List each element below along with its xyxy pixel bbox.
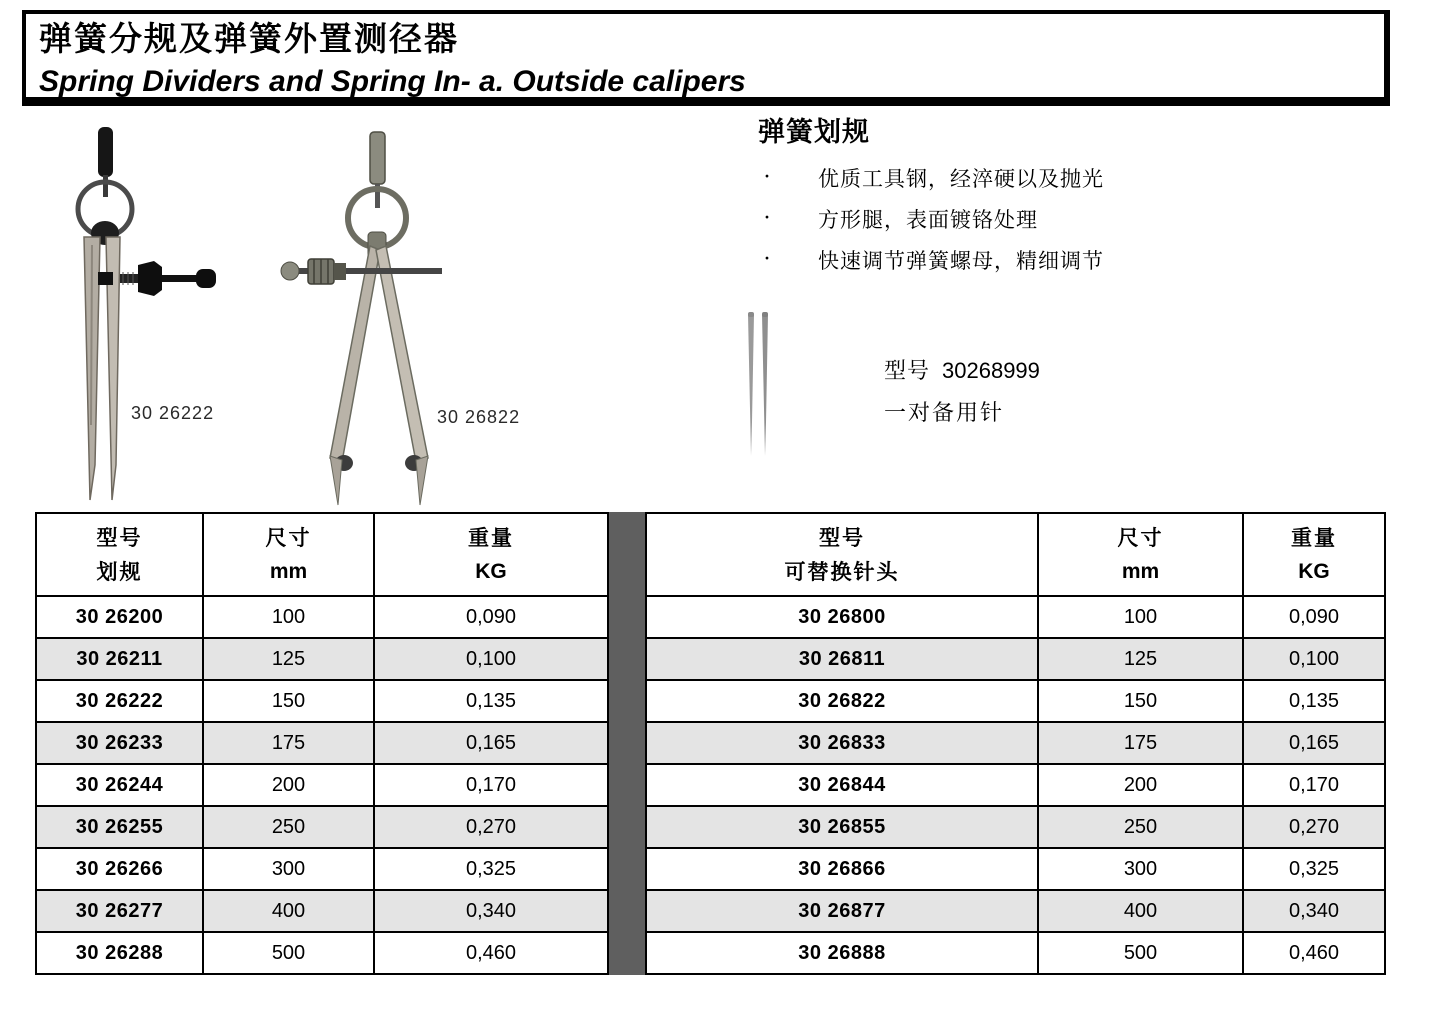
spare-needle-model-line xyxy=(884,354,1040,385)
spare-needle-note: 一对备用针 xyxy=(884,400,1005,425)
model-label: 型号 xyxy=(884,358,931,383)
spec-tables xyxy=(35,512,1386,975)
model-cell: 30 26266 xyxy=(36,848,203,890)
weight-cell: 0,135 xyxy=(1243,680,1385,722)
table-row xyxy=(36,680,608,722)
column-header-model: 型号 划规 xyxy=(36,513,203,596)
model-cell: 30 26244 xyxy=(36,764,203,806)
table-row xyxy=(36,638,608,680)
model-cell: 30 26833 xyxy=(646,722,1038,764)
model-cell: 30 26844 xyxy=(646,764,1038,806)
weight-cell: 0,340 xyxy=(1243,890,1385,932)
spare-needles-image xyxy=(741,310,777,460)
table-row xyxy=(646,890,1385,932)
size-cell: 500 xyxy=(1038,932,1243,974)
page-title-chinese: 弹簧分规及弹簧外置测径器 xyxy=(39,22,459,58)
table-row xyxy=(646,764,1385,806)
feature-item xyxy=(758,164,1418,192)
model-cell: 30 26288 xyxy=(36,932,203,974)
spring-caliper-image xyxy=(280,128,530,508)
table-row xyxy=(36,848,608,890)
size-cell: 300 xyxy=(203,848,374,890)
size-cell: 500 xyxy=(203,932,374,974)
size-cell: 200 xyxy=(203,764,374,806)
weight-cell: 0,170 xyxy=(1243,764,1385,806)
dividers-spec-table xyxy=(35,512,609,975)
spring-divider-model-label: 30 26222 xyxy=(131,403,215,423)
table-header xyxy=(36,513,608,596)
bullet-icon: · xyxy=(763,164,772,190)
weight-cell: 0,460 xyxy=(374,932,608,974)
size-cell: 300 xyxy=(1038,848,1243,890)
weight-cell: 0,325 xyxy=(374,848,608,890)
model-cell: 30 26866 xyxy=(646,848,1038,890)
size-cell: 125 xyxy=(1038,638,1243,680)
table-row xyxy=(36,932,608,974)
model-cell: 30 26811 xyxy=(646,638,1038,680)
size-cell: 175 xyxy=(1038,722,1243,764)
model-cell: 30 26855 xyxy=(646,806,1038,848)
table-row xyxy=(646,806,1385,848)
weight-cell: 0,165 xyxy=(1243,722,1385,764)
bullet-icon: · xyxy=(763,205,772,231)
weight-cell: 0,270 xyxy=(1243,806,1385,848)
model-cell: 30 26233 xyxy=(36,722,203,764)
size-cell: 150 xyxy=(203,680,374,722)
model-cell: 30 26277 xyxy=(36,890,203,932)
product-description xyxy=(758,110,1418,290)
weight-cell: 0,100 xyxy=(1243,638,1385,680)
model-cell: 30 26800 xyxy=(646,596,1038,638)
column-header-model: 型号 可替换针头 xyxy=(646,513,1038,596)
page-header xyxy=(22,10,1390,106)
table-row xyxy=(646,722,1385,764)
description-heading: 弹簧划规 xyxy=(758,117,870,147)
column-header-weight: 重量 KG xyxy=(1243,513,1385,596)
table-row xyxy=(36,722,608,764)
table-row xyxy=(646,932,1385,974)
size-cell: 200 xyxy=(1038,764,1243,806)
size-cell: 175 xyxy=(203,722,374,764)
weight-cell: 0,325 xyxy=(1243,848,1385,890)
column-header-size: 尺寸 mm xyxy=(1038,513,1243,596)
feature-list xyxy=(758,164,1418,274)
model-number: 30268999 xyxy=(942,358,1040,383)
replaceable-tips-spec-table xyxy=(645,512,1386,975)
feature-text: 方形腿，表面镀铬处理 xyxy=(818,208,1038,232)
weight-cell: 0,100 xyxy=(374,638,608,680)
feature-text: 快速调节弹簧螺母，精细调节 xyxy=(818,249,1104,273)
spring-caliper-model-label: 30 26822 xyxy=(437,407,521,427)
table-row xyxy=(36,764,608,806)
weight-cell: 0,165 xyxy=(374,722,608,764)
table-row xyxy=(646,638,1385,680)
feature-item xyxy=(758,205,1418,233)
model-cell: 30 26200 xyxy=(36,596,203,638)
weight-cell: 0,170 xyxy=(374,764,608,806)
weight-cell: 0,090 xyxy=(1243,596,1385,638)
column-header-size: 尺寸 mm xyxy=(203,513,374,596)
model-cell: 30 26211 xyxy=(36,638,203,680)
table-row xyxy=(36,890,608,932)
model-cell: 30 26888 xyxy=(646,932,1038,974)
bullet-icon: · xyxy=(763,246,772,272)
weight-cell: 0,270 xyxy=(374,806,608,848)
model-cell: 30 26222 xyxy=(36,680,203,722)
weight-cell: 0,460 xyxy=(1243,932,1385,974)
table-header xyxy=(646,513,1385,596)
size-cell: 400 xyxy=(1038,890,1243,932)
table-row xyxy=(646,848,1385,890)
feature-item xyxy=(758,246,1418,274)
table-row xyxy=(646,596,1385,638)
model-cell: 30 26822 xyxy=(646,680,1038,722)
page-title-english: Spring Dividers and Spring In- a. Outside calipers xyxy=(39,65,746,98)
size-cell: 400 xyxy=(203,890,374,932)
table-separator-bar xyxy=(609,512,645,975)
size-cell: 250 xyxy=(203,806,374,848)
size-cell: 250 xyxy=(1038,806,1243,848)
weight-cell: 0,340 xyxy=(374,890,608,932)
model-cell: 30 26877 xyxy=(646,890,1038,932)
weight-cell: 0,090 xyxy=(374,596,608,638)
table-row xyxy=(646,680,1385,722)
weight-cell: 0,135 xyxy=(374,680,608,722)
size-cell: 100 xyxy=(1038,596,1243,638)
size-cell: 125 xyxy=(203,638,374,680)
feature-text: 优质工具钢，经淬硬以及抛光 xyxy=(818,167,1104,191)
table-row xyxy=(36,806,608,848)
size-cell: 150 xyxy=(1038,680,1243,722)
column-header-weight: 重量 KG xyxy=(374,513,608,596)
model-cell: 30 26255 xyxy=(36,806,203,848)
size-cell: 100 xyxy=(203,596,374,638)
table-row xyxy=(36,596,608,638)
